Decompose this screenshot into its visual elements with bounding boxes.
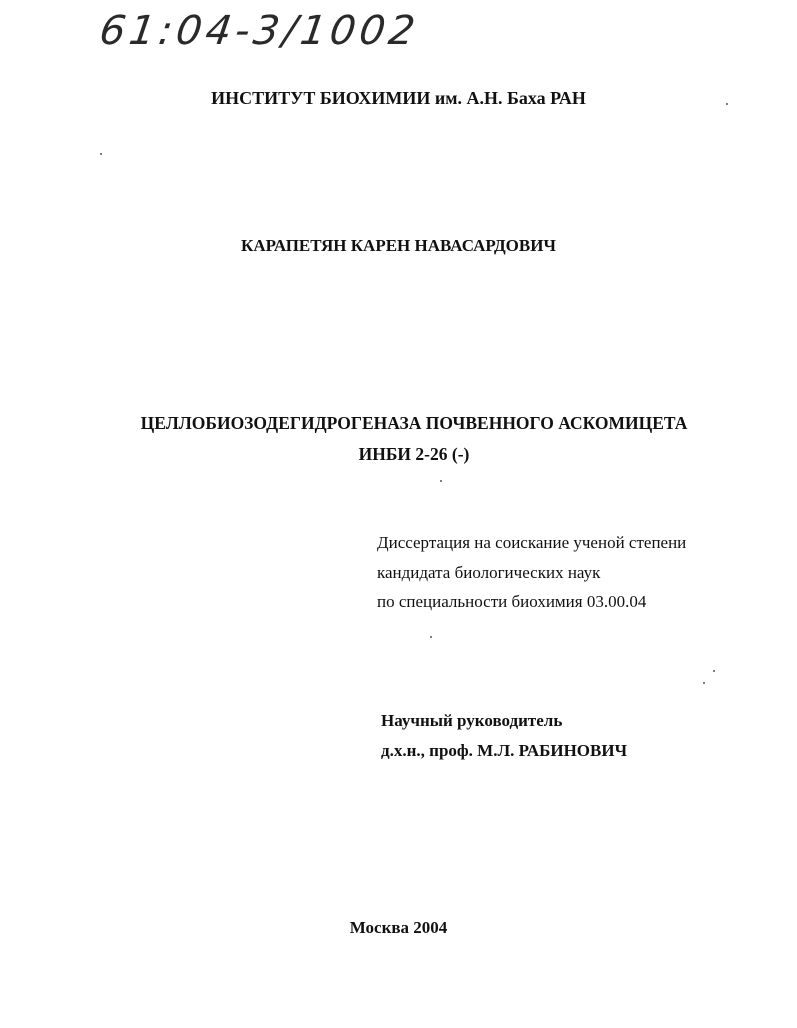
- dissertation-line-2: кандидата биологических наук: [377, 563, 601, 582]
- thesis-title-line-2: ИНБИ 2-26 (-): [358, 444, 470, 464]
- thesis-title-line-1: ЦЕЛЛОБИОЗОДЕГИДРОГЕНАЗА ПОЧВЕННОГО АСКОМИЦЕТА: [140, 413, 688, 433]
- supervisor-role: Научный руководитель: [381, 711, 563, 730]
- scan-speck: [726, 103, 728, 105]
- dissertation-line-1: Диссертация на соискание ученой степени: [377, 533, 687, 552]
- scan-speck: [703, 682, 705, 684]
- dissertation-line-3: по специальности биохимия 03.00.04: [377, 592, 647, 611]
- scan-speck: [713, 670, 715, 672]
- scan-speck: [430, 636, 432, 638]
- scan-speck: [100, 153, 102, 155]
- supervisor-name: д.х.н., проф. М.Л. РАБИНОВИЧ: [381, 741, 628, 760]
- author-name: КАРАПЕТЯН КАРЕН НАВАСАРДОВИЧ: [241, 236, 556, 255]
- city-year: Москва 2004: [349, 918, 448, 937]
- scan-speck: [440, 480, 442, 482]
- handwritten-catalog-number: 61:04-3/1002: [96, 8, 422, 54]
- institute-heading: ИНСТИТУТ БИОХИМИИ им. А.Н. Баха РАН: [211, 88, 586, 108]
